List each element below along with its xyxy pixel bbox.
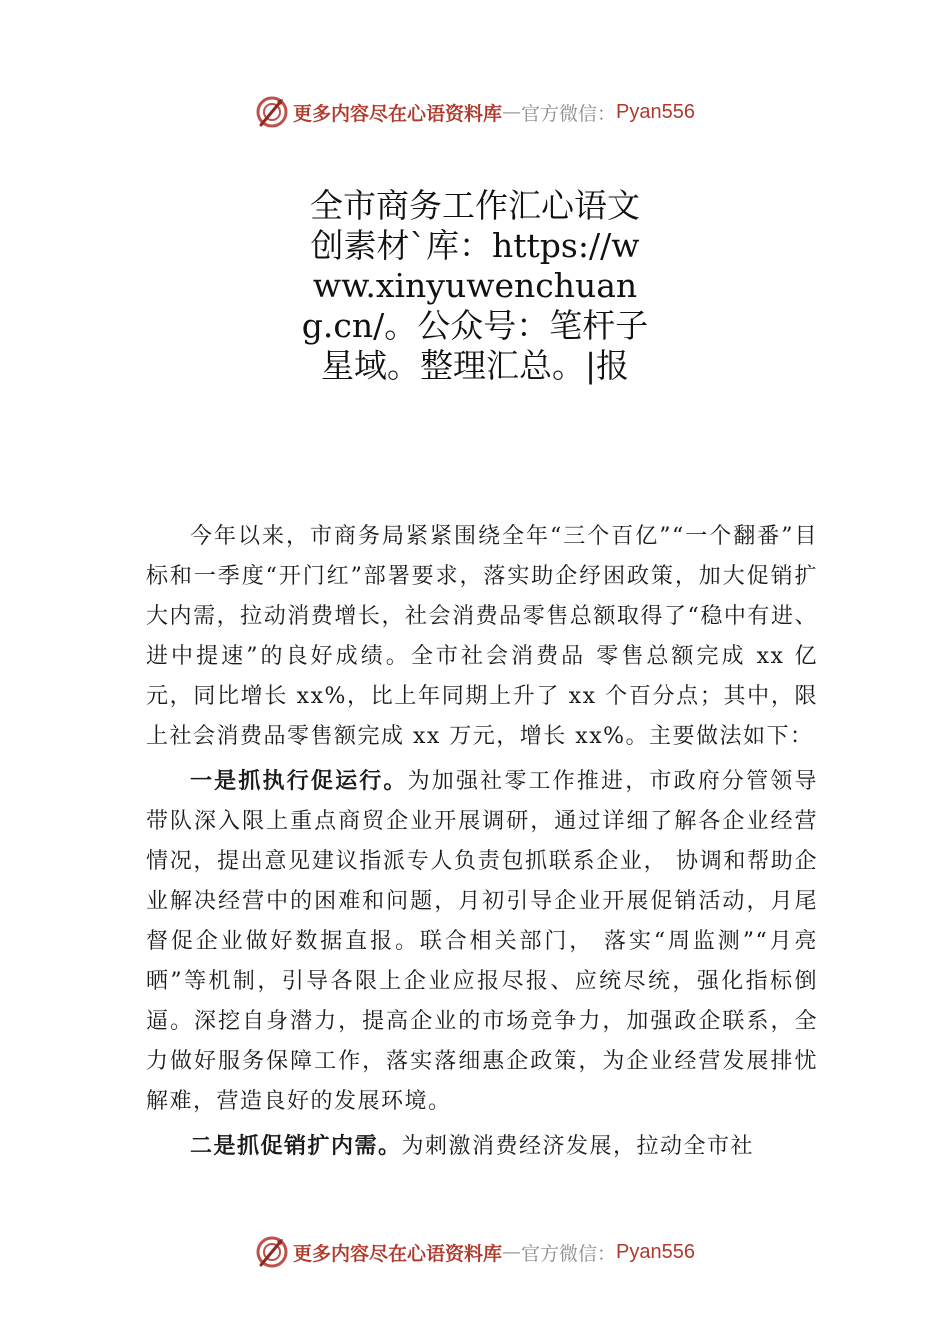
paragraph-text: 今年以来，市商务局紧紧围绕全年“三个百亿”“一个翻番”目标和一季度“开门红”部署要求，落实助企纾困政策，加大促销扩大内需，拉动消费增长，社会消费品零售总额取得了“稳中有进、进中提速”的良好成绩。全市社会消费品 零售总额完成 xx 亿元，同比增长 xx%，比上年同期上升了 xx 个百分点；其中，限上社会消费品零售额完成 xx 万元，增长 xx%。主要做法如下： <box>146 524 818 749</box>
document-body <box>146 516 818 1167</box>
paragraph-text: 为加强社零工作推进，市政府分管领导带队深入限上重点商贸企业开展调研，通过详细了解各企业经营情况，提出意见建议指派专人负责包抓联系企业， 协调和帮助企业解决经营中的困难和问题，月初引导企业开展促销活动，月尾督促企业做好数据直报。联合相关部门， 落实“周监测”“月亮晒”等机制，引导各限上企业应报尽报、应统尽统，强化指标倒逼。深挖自身潜力，提高企业的市场竞争力，加强政企联系，全力做好服务保障工作，落实落细惠企政策，为企业经营发展排忧解难，营造良好的发展环境。 <box>146 769 818 1114</box>
banner-text: 更多内容尽在心语资料库 <box>293 1242 503 1265</box>
paragraph <box>146 516 818 757</box>
logo-icon <box>255 1235 289 1269</box>
banner-label: 官方微信： <box>521 102 617 125</box>
header-banner <box>0 92 950 132</box>
banner-dash: — <box>502 1241 522 1263</box>
logo-icon <box>255 95 289 129</box>
footer-banner <box>0 1232 950 1272</box>
banner-dash: — <box>502 101 522 123</box>
paragraph-lead: 二是抓促销扩内需。 <box>190 1133 402 1159</box>
paragraph-text: 为刺激消费经济发展，拉动全市社 <box>401 1134 755 1159</box>
paragraph <box>146 761 818 1122</box>
paragraph <box>146 1126 818 1167</box>
banner-label: 官方微信： <box>521 1242 617 1265</box>
document-title: 全市商务工作汇心语文创素材`库：https://www.xinyuwenchuang.cn/。公众号：笔杆子星域。整理汇总。|报 <box>301 186 649 385</box>
paragraph-lead: 一是抓执行促运行。 <box>190 768 408 794</box>
banner-wechat-id: Pyan556 <box>616 1240 695 1263</box>
banner-text: 更多内容尽在心语资料库 <box>293 102 503 125</box>
banner-wechat-id: Pyan556 <box>616 100 695 123</box>
